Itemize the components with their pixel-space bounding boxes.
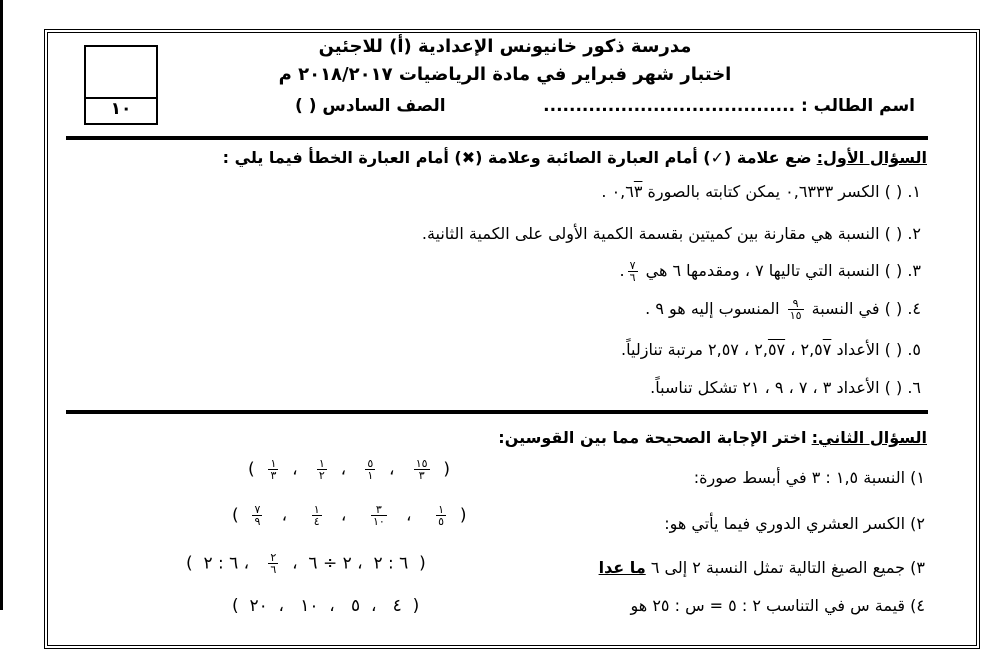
fraction: $\frac{٧}{٦}$ [629,259,636,284]
choice-option[interactable]: $\frac{١}{٤}$ [313,503,320,528]
choice-option[interactable]: ٦ : ٢ [373,553,409,574]
exam-frame [44,29,980,649]
choice-option[interactable]: $\frac{١}{٥}$ [438,503,445,528]
q1-item-number: ٦. [907,378,921,397]
score-value: ١٠ [110,99,132,119]
q1-item-number: ٣. [907,261,921,280]
choice-option[interactable]: $\frac{٧}{٩}$ [254,503,261,528]
q1-item-text: النسبة التي تاليها ٧ ، ومقدمها ٦ هي [645,261,880,280]
q1-item-number: ١. [907,182,921,201]
q1-heading [223,148,927,167]
answer-parens[interactable]: ( ) [884,378,903,397]
q1-item-1 [601,182,921,201]
separator: ، [790,340,796,359]
q1-item-text: الكسر ٠,٦٣٣٣ يمكن كتابته بالصورة [647,182,880,201]
choice-option[interactable]: ١٠ [300,596,319,616]
answer-parens[interactable]: ( ) [884,261,903,280]
q1-item-4 [645,298,921,321]
answer-parens[interactable]: ( ) [884,182,903,201]
q1-item-text: الأعداد ٣ ، ٧ ، ٩ ، ٢١ تشكل تناسباً. [650,378,880,397]
q2-item-number: ١) [910,468,925,487]
q2-item-3 [599,558,925,577]
q1-item-end: . [619,261,625,280]
q1-item-text-b: ، ٢,٥٧ مرتبة تنازلياً. [621,340,750,359]
q1-item-text-b: المنسوب إليه هو ٩ . [645,299,780,318]
section-divider [66,410,928,414]
school-name: مدرسة ذكور خانيونس الإعدادية (أ) للاجئين [318,36,692,57]
score-box [84,45,158,125]
q2-item-1-choices: ( $\frac{١٥}{٣}$ ، $\frac{٥}{١}$ ، $\frac{١}{٢}$ ، $\frac{١}{٣}$ ) [248,457,451,482]
q2-item-1 [694,468,925,487]
answer-parens[interactable]: ( ) [884,224,903,243]
choice-option[interactable]: $\frac{٣}{١٠}$ [372,503,385,528]
q2-item-number: ٤) [910,596,925,615]
q1-item-3 [620,260,922,283]
choice-option[interactable]: $\frac{٥}{١}$ [367,457,374,482]
choice-option[interactable]: ٢ ÷ ٦ [308,553,352,574]
q2-item-4 [631,596,925,615]
q1-item-5 [621,340,921,359]
q2-item-text: النسبة ١,٥ : ٣ في أبسط صورة: [693,468,906,487]
q2-item-text: الكسر العشري الدوري فيما يأتي هو: [664,514,906,533]
exam-title: اختبار شهر فبراير في مادة الرياضيات ٢٠١٨/٢٠١٧ م [278,64,732,85]
choice-option[interactable]: ٥ [351,596,361,616]
q2-item-text: جميع الصيغ التالية تمثل النسبة ٢ إلى ٦ [650,558,906,577]
q1-item-end: . [601,182,612,201]
choice-option[interactable]: ٦ : ٢ [203,553,239,574]
q1-item-number: ٢. [907,224,921,243]
q1-item-text: الأعداد [836,340,880,359]
repeating-decimal-2: ٢,٥٧ [754,340,786,359]
header-divider [66,136,928,140]
q1-instruction: ضع علامة (✓) أمام العبارة الصائبة وعلامة (✖) أمام العبارة الخطأ فيما يلي : [222,148,812,167]
choice-option[interactable]: $\frac{١٥}{٣}$ [415,457,428,482]
choice-option[interactable]: $\frac{١}{٣}$ [270,457,277,482]
q2-heading [498,428,927,447]
q1-item-text: في النسبة [811,299,880,318]
q2-instruction: اختر الإجابة الصحيحة مما بين القوسين: [498,428,807,447]
q1-item-number: ٤. [907,299,921,318]
choice-option[interactable]: $\frac{١}{٢}$ [318,457,325,482]
fraction: $\frac{٩}{١٥}$ [789,297,802,322]
q2-item-4-choices: ( ٤ ، ٥ ، ١٠ ، ٢٠ ) [232,596,420,616]
page-left-edge [0,0,3,610]
q2-item-text: قيمة س في التناسب ٢ : ٥ = س : ٢٥ هو [630,596,906,615]
q2-item-number: ٣) [910,558,925,577]
q2-item-2-choices: ( $\frac{١}{٥}$ ، $\frac{٣}{١٠}$ ، $\frac{١}{٤}$ ، $\frac{٧}{٩}$ ) [232,503,467,528]
q1-item-6 [650,378,921,397]
choice-option[interactable]: ٤ [392,596,402,616]
q1-item-text: النسبة هي مقارنة بين كميتين بقسمة الكمية الأولى على الكمية الثانية. [421,224,880,243]
q1-title: السؤال الأول: [816,148,927,167]
q1-item-number: ٥. [907,340,921,359]
answer-parens[interactable]: ( ) [884,299,903,318]
q1-item-2 [422,224,921,243]
q2-item-2 [664,514,925,533]
except-label: ما عدا [598,558,646,577]
answer-parens[interactable]: ( ) [884,340,903,359]
q2-item-3-choices: ( ٦ : ٢ ، ٢ ÷ ٦ ، $\frac{٢}{٦}$ ، ٦ : ٢ ) [186,551,426,576]
repeating-decimal-1: ٢,٥٧ [800,340,832,359]
q2-title: السؤال الثاني: [811,428,927,447]
choice-option[interactable]: ٢٠ [249,596,268,616]
q2-item-number: ٢) [910,514,925,533]
repeating-decimal: ٠,٦٣ [611,182,643,201]
choice-option[interactable]: $\frac{٢}{٦}$ [270,551,277,576]
student-name-label: اسم الطالب : ....................................... [543,96,915,116]
grade-label: الصف السادس ( ) [295,96,446,116]
